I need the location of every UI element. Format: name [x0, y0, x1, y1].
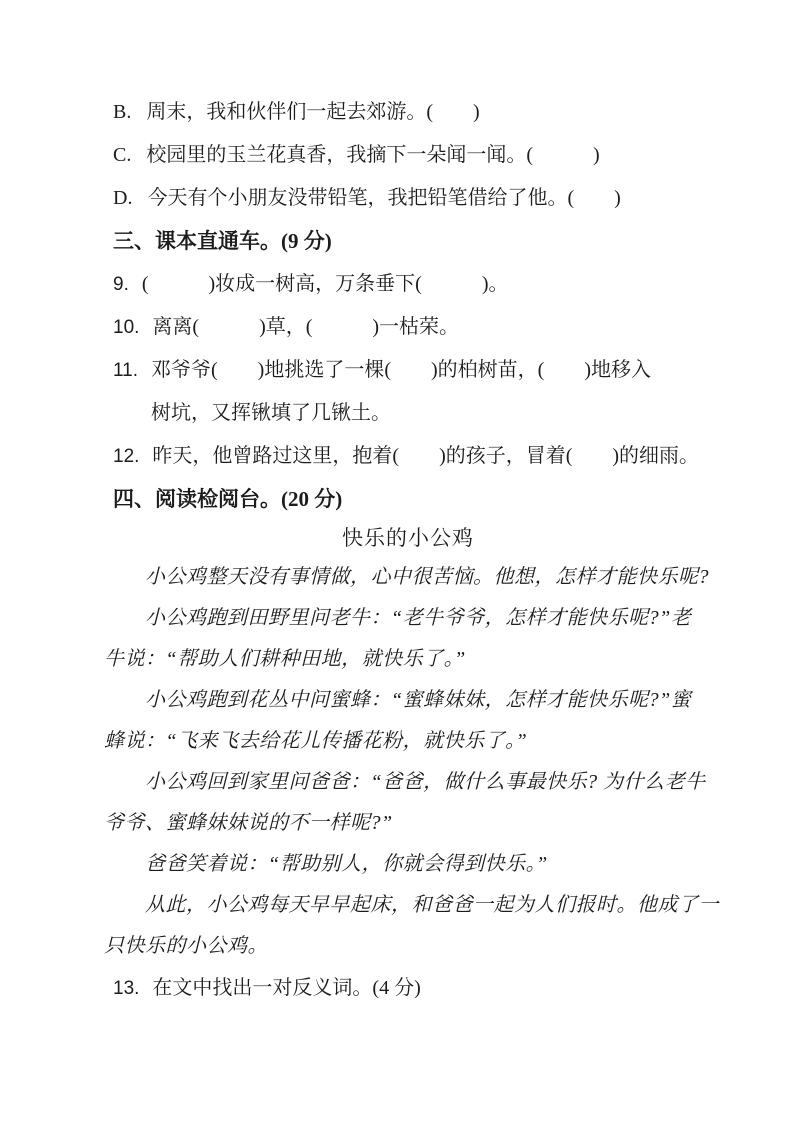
passage-line: 小公鸡整天没有事情做，心中很苦恼。他想，怎样才能快乐呢? — [104, 566, 709, 588]
question-10-text: 离离( )草，( )一枯荣。 — [152, 316, 460, 338]
section4-heading: 四、阅读检阅台。(20 分) — [113, 487, 343, 511]
section3-heading: 三、课本直通车。(9 分) — [113, 229, 332, 253]
question-13-text: 在文中找出一对反义词。(4 分) — [152, 977, 421, 999]
choice-c-text: 校园里的玉兰花真香，我摘下一朵闻一闻。( ) — [146, 144, 600, 166]
question-10-number: 10. — [113, 317, 140, 338]
question-10 — [113, 306, 703, 349]
passage-line: 爷爷、蜜蜂妹妹说的不一样呢?” — [104, 812, 393, 834]
passage-line: 只快乐的小公鸡。 — [104, 935, 268, 957]
question-12 — [113, 435, 703, 478]
question-12-text: 昨天，他曾路过这里，抱着( )的孩子，冒着( )的细雨。 — [152, 445, 700, 467]
choice-d-label: D. — [113, 187, 133, 209]
choice-d-text: 今天有个小朋友没带铅笔，我把铅笔借给了他。( ) — [147, 187, 621, 209]
choice-item-b — [113, 91, 703, 134]
question-11-line1: 邓爷爷( )地挑选了一棵( )的柏树苗，( )地移入 — [151, 359, 651, 381]
choice-item-c — [113, 134, 703, 177]
question-11-text — [151, 349, 651, 435]
passage-line: 从此，小公鸡每天早早起床，和爸爸一起为人们报时。他成了一 — [104, 894, 719, 916]
passage-line: 牛说：“帮助人们耕种田地，就快乐了。” — [104, 648, 466, 670]
question-12-number: 12. — [113, 446, 140, 467]
question-11-line2: 树坑，又挥锹填了几锹土。 — [151, 402, 392, 424]
passage-line: 爸爸笑着说：“帮助别人，你就会得到快乐。” — [104, 853, 548, 875]
choice-item-d — [113, 177, 703, 220]
question-11 — [113, 349, 703, 435]
choice-b-text: 周末，我和伙伴们一起去郊游。( ) — [146, 101, 480, 123]
question-13 — [113, 967, 703, 1010]
choice-b-label: B. — [113, 101, 132, 123]
passage-line: 小公鸡跑到田野里问老牛：“老牛爷爷，怎样才能快乐呢?”老 — [104, 607, 692, 629]
question-9 — [113, 263, 703, 306]
passage-line: 小公鸡回到家里问爸爸：“爸爸，做什么事最快乐? 为什么老牛 — [104, 771, 706, 793]
passage-body — [104, 557, 719, 967]
question-13-number: 13. — [113, 978, 140, 999]
passage-line: 蜂说：“飞来飞去给花儿传播花粉，就快乐了。” — [104, 730, 528, 752]
choice-c-label: C. — [113, 144, 132, 166]
passage-line: 小公鸡跑到花丛中问蜜蜂：“蜜蜂妹妹，怎样才能快乐呢?”蜜 — [104, 689, 692, 711]
passage-title: 快乐的小公鸡 — [342, 527, 474, 550]
question-11-number: 11. — [113, 360, 139, 381]
question-9-text: ( )妆成一树高，万条垂下( )。 — [141, 273, 509, 295]
question-9-number: 9. — [113, 274, 129, 295]
